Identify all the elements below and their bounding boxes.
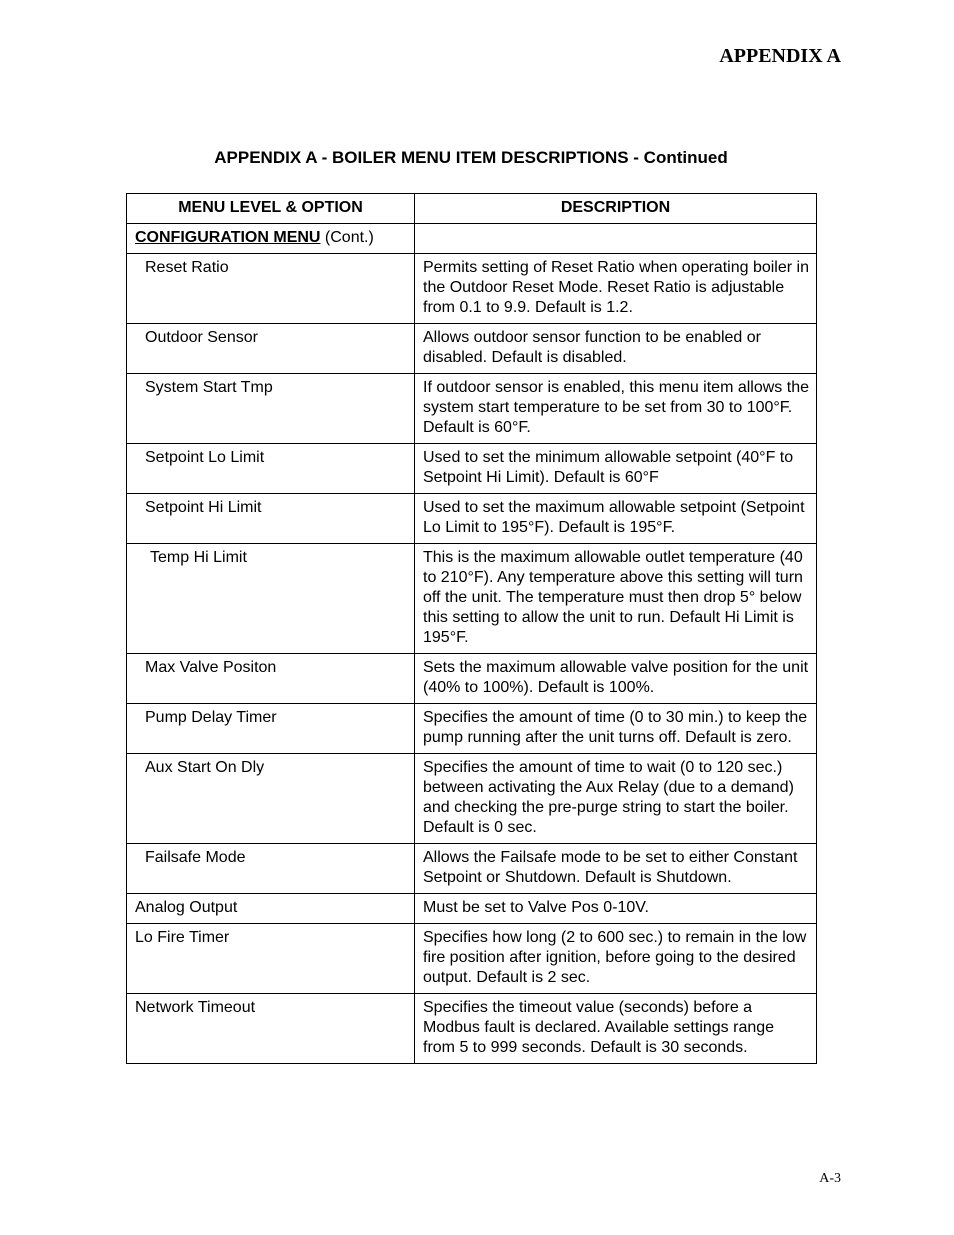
option-cell: Setpoint Lo Limit <box>127 444 415 494</box>
description-cell: Allows outdoor sensor function to be enabled or disabled. Default is disabled. <box>415 324 817 374</box>
description-cell: If outdoor sensor is enabled, this menu item allows the system start temperature to be set from 30 to 100°F. Default is 60°F. <box>415 374 817 444</box>
table-row <box>127 704 817 754</box>
table-row <box>127 254 817 324</box>
option-cell: Analog Output <box>127 894 415 924</box>
option-cell: Lo Fire Timer <box>127 924 415 994</box>
section-description-cell <box>415 224 817 254</box>
description-cell: Specifies how long (2 to 600 sec.) to remain in the low fire position after ignition, before going to the desired output. Default is 2 sec. <box>415 924 817 994</box>
option-cell: Network Timeout <box>127 994 415 1064</box>
option-cell: Max Valve Positon <box>127 654 415 704</box>
table-row <box>127 994 817 1064</box>
table-row <box>127 494 817 544</box>
table-row <box>127 324 817 374</box>
option-cell: Temp Hi Limit <box>127 544 415 654</box>
table-row <box>127 894 817 924</box>
page-title: APPENDIX A - BOILER MENU ITEM DESCRIPTIONS - Continued <box>214 148 728 167</box>
table-row <box>127 754 817 844</box>
option-cell: System Start Tmp <box>127 374 415 444</box>
table-row <box>127 374 817 444</box>
option-cell: Aux Start On Dly <box>127 754 415 844</box>
section-cell <box>127 224 415 254</box>
table-row <box>127 844 817 894</box>
appendix-header: APPENDIX A <box>719 45 841 67</box>
description-cell: Must be set to Valve Pos 0-10V. <box>415 894 817 924</box>
option-cell: Pump Delay Timer <box>127 704 415 754</box>
column-header-option: MENU LEVEL & OPTION <box>127 194 415 224</box>
description-cell: Specifies the timeout value (seconds) before a Modbus fault is declared. Available settings range from 5 to 999 seconds. Default is 30 seconds. <box>415 994 817 1064</box>
description-cell: This is the maximum allowable outlet temperature (40 to 210°F). Any temperature above this setting will turn off the unit. The temperature must then drop 5° below this setting to allow the unit to run. Default Hi Limit is 195°F. <box>415 544 817 654</box>
section-row <box>127 224 817 254</box>
page-number: A-3 <box>819 1171 841 1186</box>
description-cell: Specifies the amount of time (0 to 30 min.) to keep the pump running after the unit turns off. Default is zero. <box>415 704 817 754</box>
description-cell: Sets the maximum allowable valve position for the unit (40% to 100%). Default is 100%. <box>415 654 817 704</box>
section-name: CONFIGURATION MENU <box>135 229 321 246</box>
column-header-description: DESCRIPTION <box>415 194 817 224</box>
description-cell: Permits setting of Reset Ratio when operating boiler in the Outdoor Reset Mode. Reset Ratio is adjustable from 0.1 to 9.9. Default is 1.2. <box>415 254 817 324</box>
table-row <box>127 654 817 704</box>
table-row <box>127 444 817 494</box>
menu-description-table <box>126 193 817 1064</box>
option-cell: Outdoor Sensor <box>127 324 415 374</box>
description-cell: Specifies the amount of time to wait (0 to 120 sec.) between activating the Aux Relay (due to a demand) and checking the pre-purge string to start the boiler. Default is 0 sec. <box>415 754 817 844</box>
option-cell: Setpoint Hi Limit <box>127 494 415 544</box>
description-cell: Allows the Failsafe mode to be set to either Constant Setpoint or Shutdown. Default is Shutdown. <box>415 844 817 894</box>
description-cell: Used to set the maximum allowable setpoint (Setpoint Lo Limit to 195°F). Default is 195°F. <box>415 494 817 544</box>
description-cell: Used to set the minimum allowable setpoint (40°F to Setpoint Hi Limit). Default is 60°F <box>415 444 817 494</box>
table-row <box>127 544 817 654</box>
table-row <box>127 924 817 994</box>
section-suffix: (Cont.) <box>320 229 374 246</box>
table-header-row <box>127 194 817 224</box>
option-cell: Failsafe Mode <box>127 844 415 894</box>
option-cell: Reset Ratio <box>127 254 415 324</box>
